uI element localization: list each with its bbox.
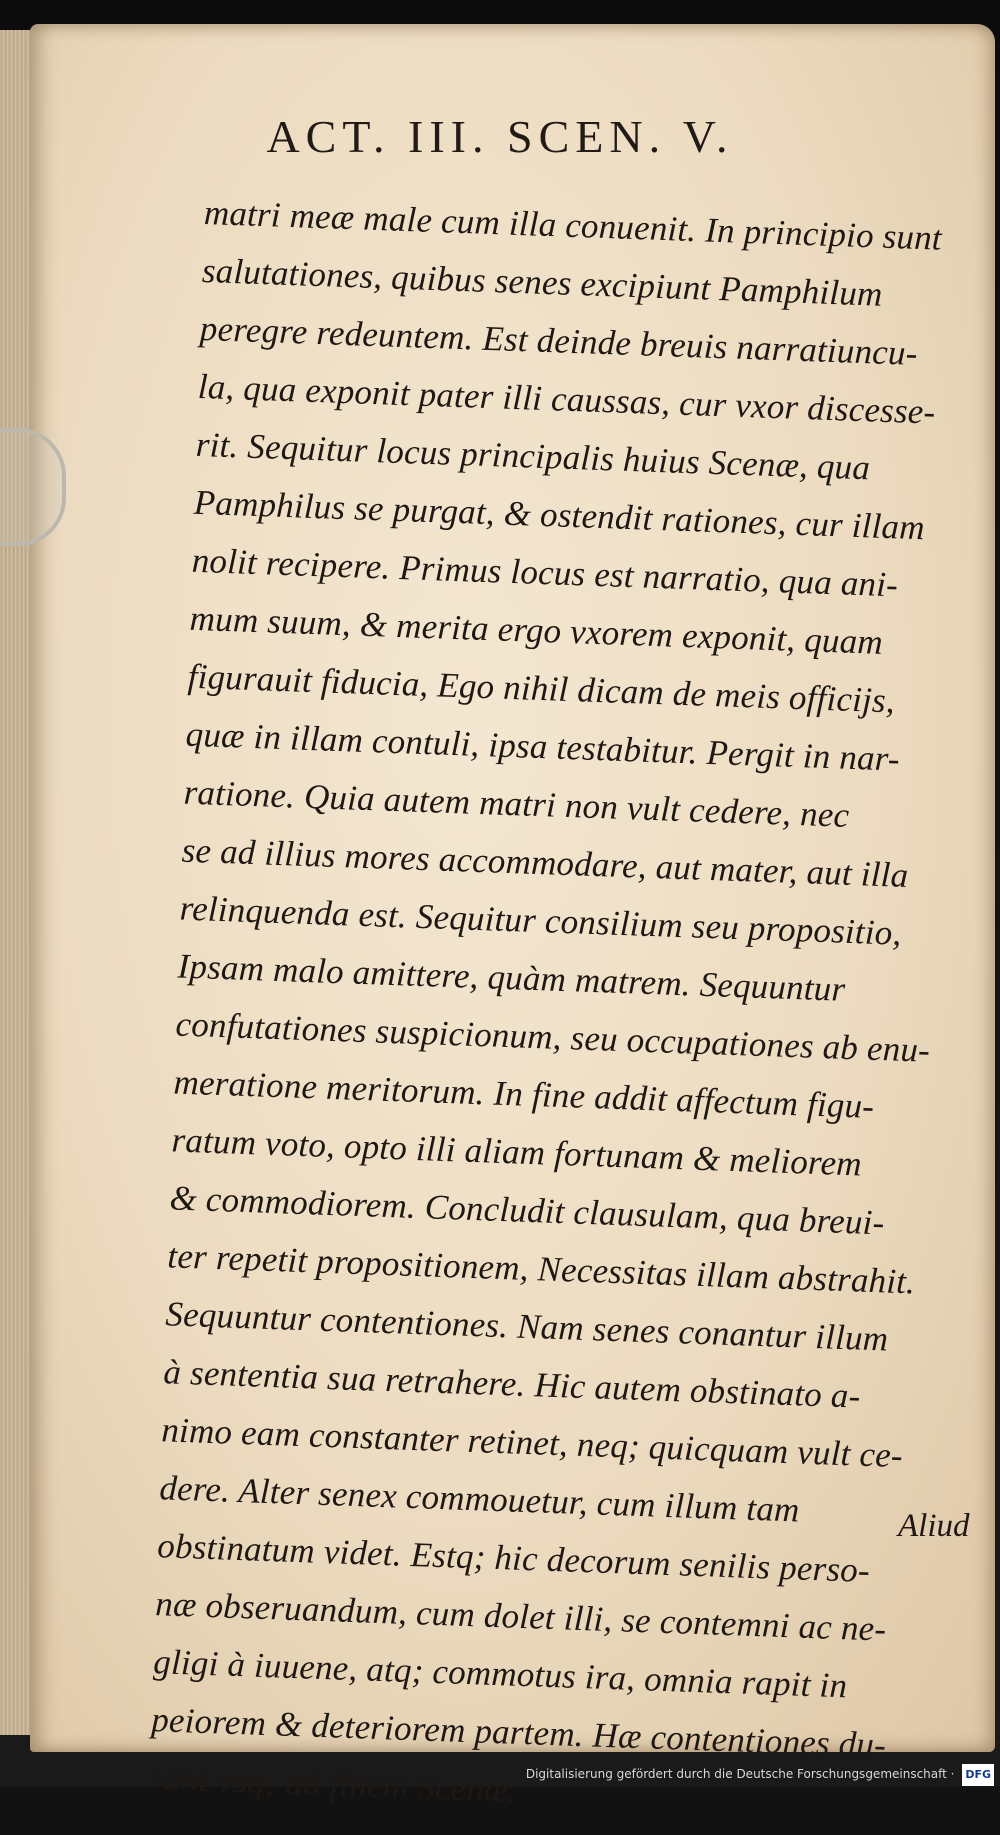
text-line: nolit recipere. Primus locus est narratio, qua ani- [191,540,899,605]
text-line: ratum voto, opto illi aliam fortunam & meliorem [170,1120,863,1184]
text-line: quæ in illam contuli, ipsa testabitur. Pergit in nar- [185,714,901,779]
body-text [148,184,994,1835]
text-line: rant vsq; ad finem Scenæ. [148,1758,518,1810]
text-line: gligi à iuuene, atq; commotus ira, omnia rapit in [152,1642,848,1706]
text-line: næ obseruandum, cum dolet illi, se contemni ac ne- [154,1584,887,1649]
page-edges [0,30,32,1735]
text-line: ter repetit propositionem, Necessitas illam abstrahit. [166,1236,916,1302]
text-line: salutationes, quibus senes excipiunt Pamphilum [201,250,884,314]
text-line: à sententia sua retrahere. Hic autem obstinato a- [162,1352,862,1416]
text-line: Sequuntur contentiones. Nam senes conantur illum [164,1294,889,1359]
footer-text: Digitalisierung gefördert durch die Deutsche Forschungsgemeinschaft · [525,1767,955,1781]
text-line: dere. Alter senex commouetur, cum illum tam [158,1468,801,1530]
text-line: mum suum, & merita ergo vxorem exponit, quam [189,598,884,662]
text-line: peregre redeuntem. Est deinde breuis narratiuncu- [199,308,919,373]
text-line: matri meæ male cum illa conuenit. In principio sunt [203,192,943,258]
text-line: confutationes suspicionum, seu occupationes ab enu- [174,1004,931,1070]
text-line: Ipsam malo amittere, quàm matrem. Sequuntur [177,946,846,1009]
text-line: se ad illius mores accommodare, aut mater, aut illa [181,830,909,895]
text-line: la, qua exponit pater illi caussas, cur vxor discesse- [197,366,937,432]
text-line: peiorem & deteriorem partem. Hæ contentiones du- [150,1700,887,1765]
text-line: nimo eam constanter retinet, neq; quicquam vult ce- [160,1410,904,1476]
text-line: obstinatum videt. Estq; hic decorum senilis perso- [156,1526,871,1591]
text-line: & commodiorem. Concludit clausulam, qua breui- [168,1178,886,1243]
text-line: relinquenda est. Sequitur consilium seu propositio, [179,888,903,953]
text-line: ratione. Quia autem matri non vult cedere, nec [183,772,850,835]
running-header: ACT. III. SCEN. V. [266,111,734,162]
catchword: Aliud [898,1508,970,1544]
text-line: figurauit fiducia, Ego nihil dicam de meis officijs, [187,656,896,721]
text-line: meratione meritorum. In fine addit affectum figu- [172,1062,875,1126]
digitization-footer [526,1763,994,1785]
text-line: rit. Sequitur locus principalis huius Scenæ, qua [195,424,871,488]
dfg-logo: DFG [962,1764,994,1786]
text-line: Pamphilus se purgat, & ostendit rationes, cur illam [193,482,926,548]
